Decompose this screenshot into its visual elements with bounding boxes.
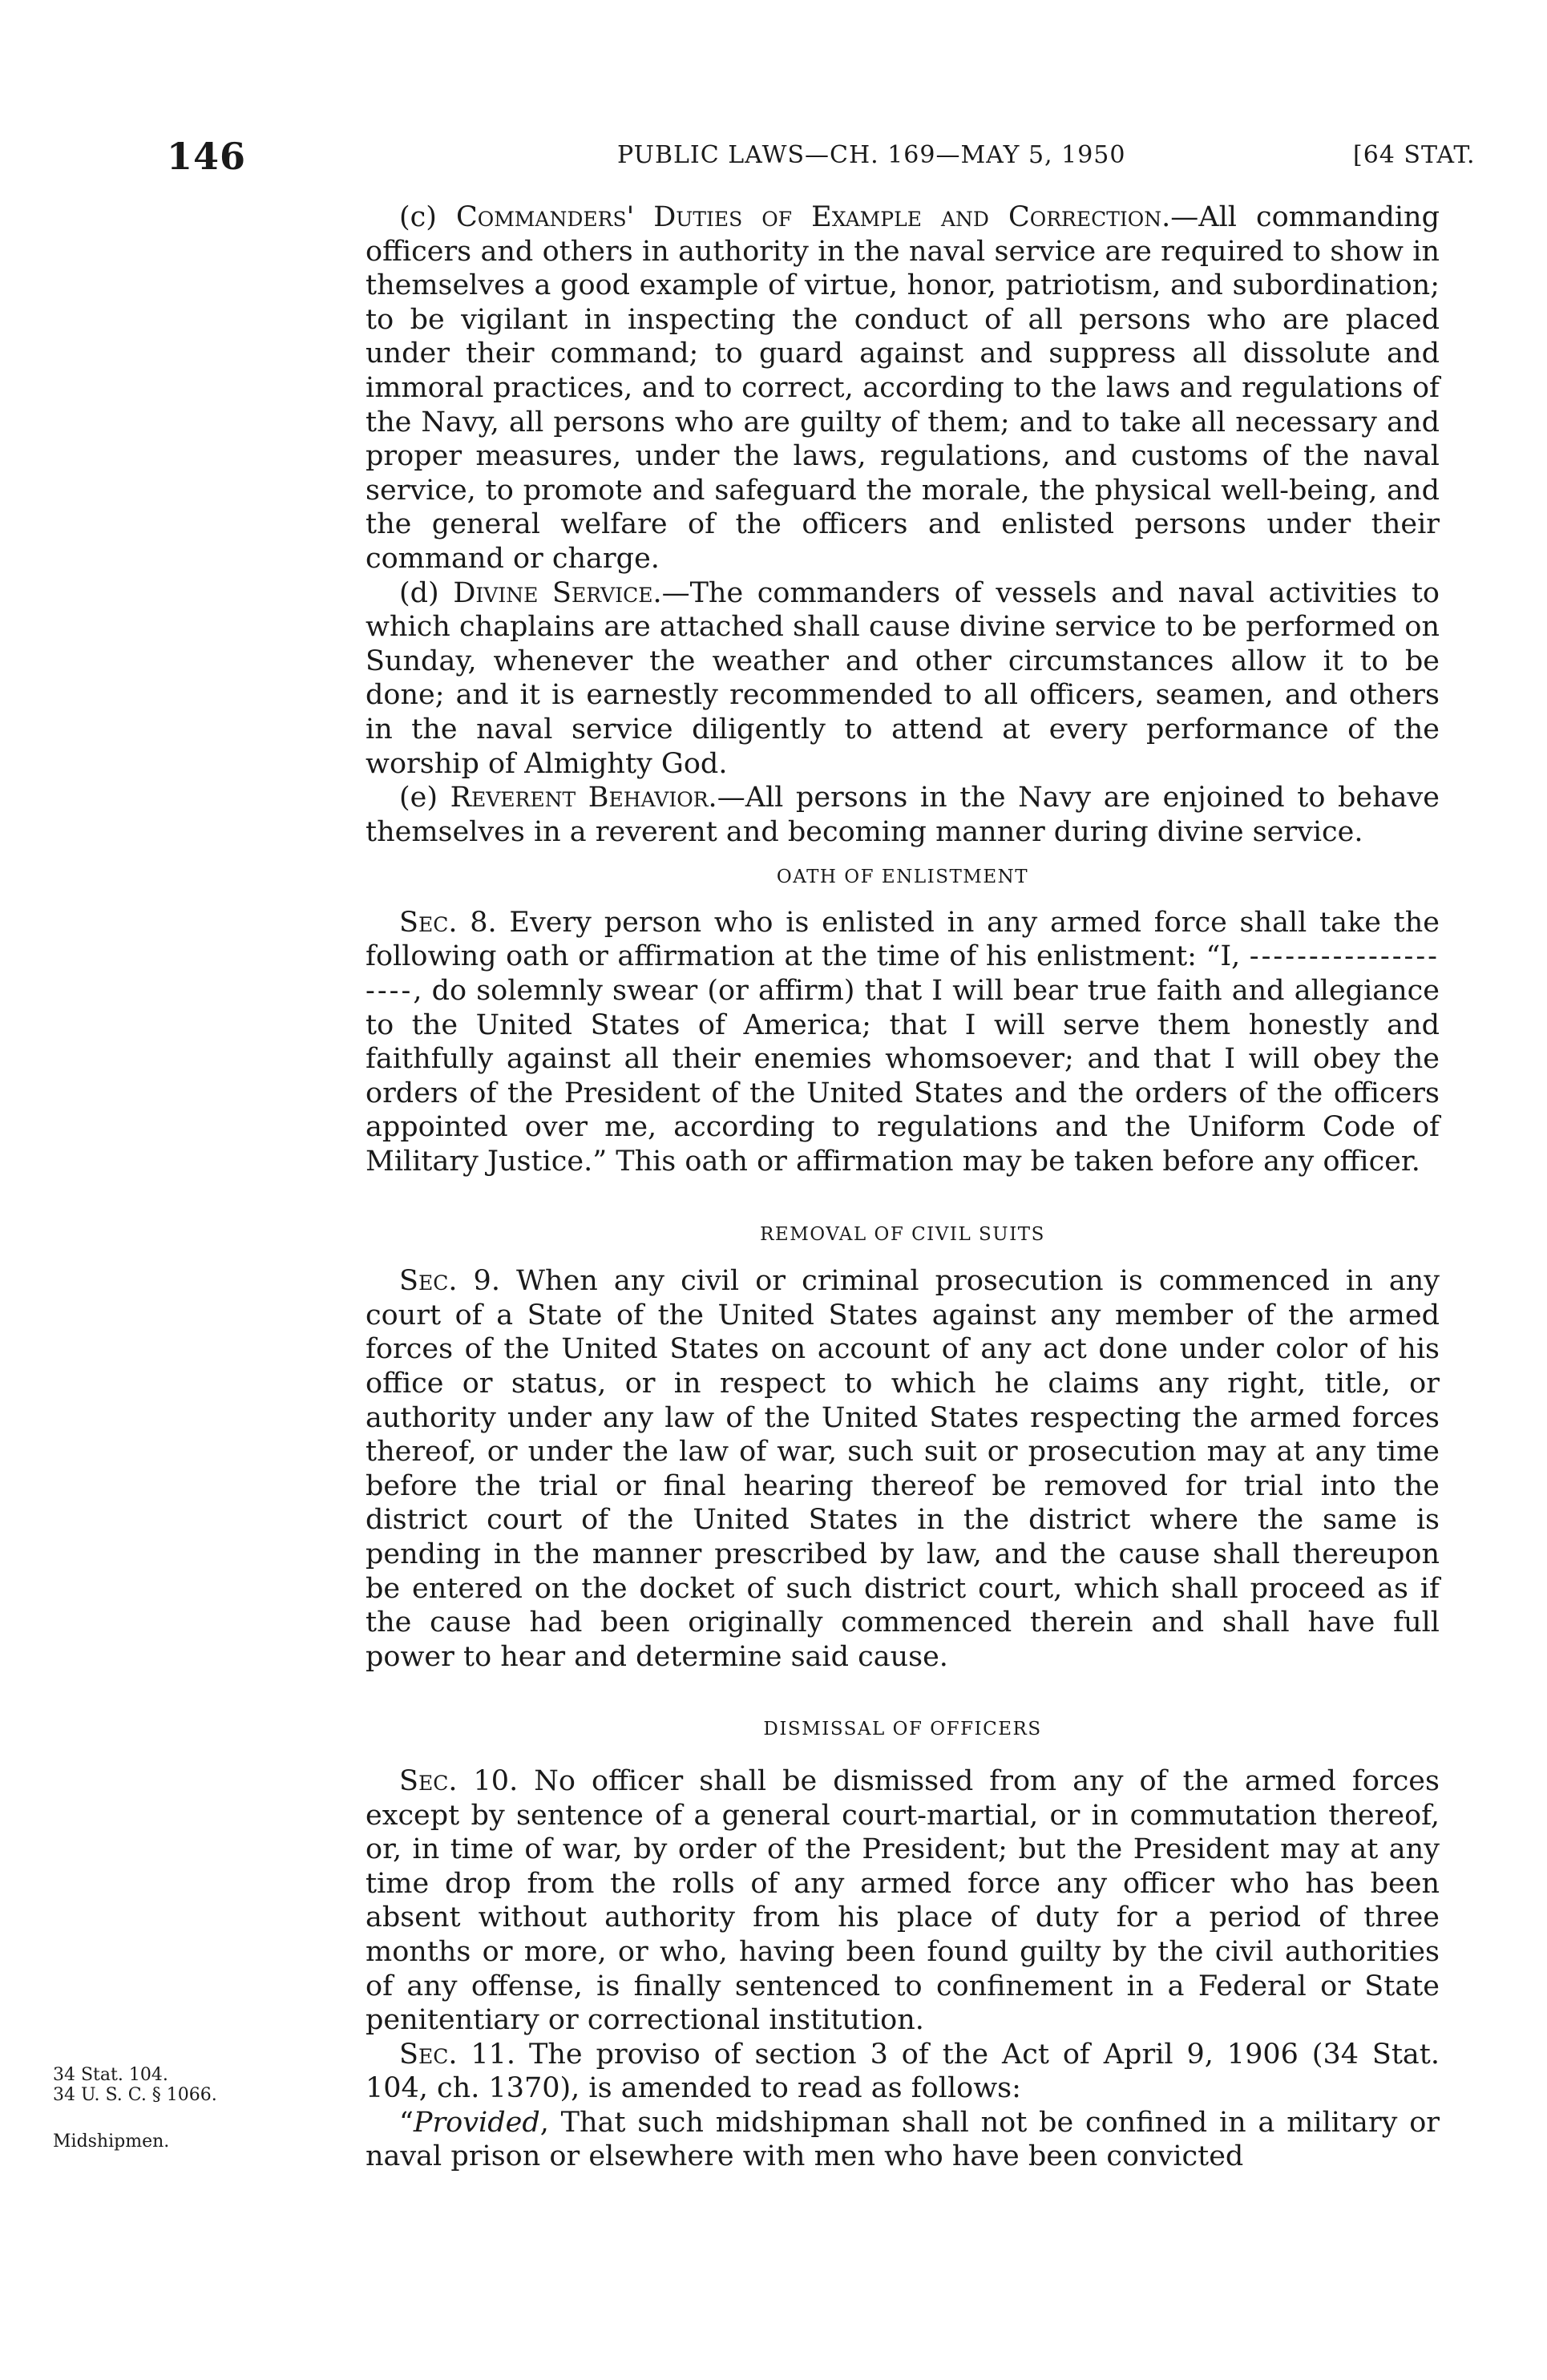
name-blank-line: -------------------- xyxy=(366,940,1440,1008)
section-heading-dismissal: DISMISSAL OF OFFICERS xyxy=(763,1719,1042,1740)
proviso-text: , That such midshipman shall not be confined in a military or naval prison or elsewhere with men who have been convicted xyxy=(366,2106,1440,2173)
paragraph-e xyxy=(366,781,1440,849)
paragraph-e-title: Reverent Behavior. xyxy=(450,782,717,814)
proviso-open-quote: “ xyxy=(399,2106,414,2139)
margin-citation-stat: 34 Stat. 104. xyxy=(53,2065,168,2085)
paragraph-c-title: Commanders' Duties of Example and Correction. xyxy=(455,201,1171,233)
paragraph-e-label: (e) xyxy=(399,782,450,814)
section-8-paragraph xyxy=(366,906,1440,1179)
section-9-paragraph xyxy=(366,1264,1440,1674)
paragraph-d-title: Divine Service. xyxy=(453,576,662,609)
paragraph-d-text: —The commanders of vessels and naval activities to which chaplains are attached shall cause divine service to be performed on Sunday, whenever the weather and other circumstances allow it to be done; and it is earnestly recommended to all officers, seamen, and others in the naval service diligently to attend at every performance of the worship of Almighty God. xyxy=(366,576,1440,780)
section-10-label: Sec. 10. xyxy=(399,1764,519,1797)
proviso-word: Provided xyxy=(413,2106,540,2139)
section-11-label: Sec. 11. xyxy=(399,2038,516,2071)
section-11-text: The proviso of section 3 of the Act of April 9, 1906 (34 Stat. 104, ch. 1370), is amended to read as follows: xyxy=(366,2038,1440,2105)
paragraph-c-label: (c) xyxy=(399,201,456,233)
section-8-text-after-blank: , do solemnly swear (or affirm) that I will bear true faith and allegiance to the United States of America; that I will serve them honestly and faithfully against all their enemies whomsoever; and that I will obey the orders of the President of the United States and the orders of the officers appointed over me, according to regulations and the Uniform Code of Military Justice.” This oath or affirmation may be taken before any officer. xyxy=(366,975,1440,1178)
volume-stat-reference: [64 STAT. xyxy=(1353,141,1476,169)
section-10-paragraph xyxy=(366,1764,1440,2038)
section-heading-oath: OATH OF ENLISTMENT xyxy=(776,867,1029,888)
paragraph-e-text: —All persons in the Navy are enjoined to behave themselves in a reverent and becoming manner during divine service. xyxy=(366,782,1440,848)
margin-note-subject: Midshipmen. xyxy=(53,2131,170,2152)
section-8-text-before-blank: Every person who is enlisted in any armed force shall take the following oath or affirmation at the time of his enlistment: “I, xyxy=(366,906,1440,973)
section-9-text: When any civil or criminal prosecution is commenced in any court of a State of the United States against any member of the armed forces of the United States on account of any act done under color of his office or status, or in respect to which he claims any right, title, or authority under any law of the United States respecting the armed forces thereof, or under the law of war, such suit or prosecution may at any time before the trial or final hearing thereof be removed for trial into the district court of the United States in the district where the same is pending in the manner prescribed by law, and the cause shall thereupon be entered on the docket of such district court, which shall proceed as if the cause had been originally commenced therein and shall have full power to hear and determine said cause. xyxy=(366,1265,1440,1673)
section-8-label: Sec. 8. xyxy=(399,906,497,939)
body-text xyxy=(366,200,1440,2174)
margin-note-citation xyxy=(53,2065,341,2105)
page-number: 146 xyxy=(167,135,247,178)
paragraph-d xyxy=(366,576,1440,782)
paragraph-c xyxy=(366,200,1440,576)
section-10-text: No officer shall be dismissed from any of the armed forces except by sentence of a general court-martial, or in commutation thereof, or, in time of war, by order of the President; but the President may at any time drop from the rolls of any armed force any officer who has been absent without authority from his place of duty for a period of three months or more, or who, having been found guilty by the civil authorities of any offense, is finally sentenced to confinement in a Federal or State penitentiary or correctional institution. xyxy=(366,1764,1440,2037)
running-title: PUBLIC LAWS—CH. 169—MAY 5, 1950 xyxy=(617,141,1126,169)
paragraph-c-text: —All commanding officers and others in authority in the naval service are required to show in themselves a good example of virtue, honor, patriotism, and subordination; to be vigilant in inspecting the conduct of all persons who are placed under their command; to guard against and suppress all dissolute and immoral practices, and to correct, according to the laws and regulations of the Navy, all persons who are guilty of them; and to take all necessary and proper measures, under the laws, regulations, and customs of the naval service, to promote and safeguard the morale, the physical well-being, and the general welfare of the officers and enlisted persons under their command or charge. xyxy=(366,201,1440,575)
section-9-label: Sec. 9. xyxy=(399,1265,500,1298)
proviso-paragraph xyxy=(366,2106,1440,2174)
margin-citation-usc: 34 U. S. C. § 1066. xyxy=(53,2085,217,2105)
section-heading-removal: REMOVAL OF CIVIL SUITS xyxy=(760,1223,1045,1245)
paragraph-d-label: (d) xyxy=(399,576,454,609)
section-11-paragraph xyxy=(366,2038,1440,2106)
